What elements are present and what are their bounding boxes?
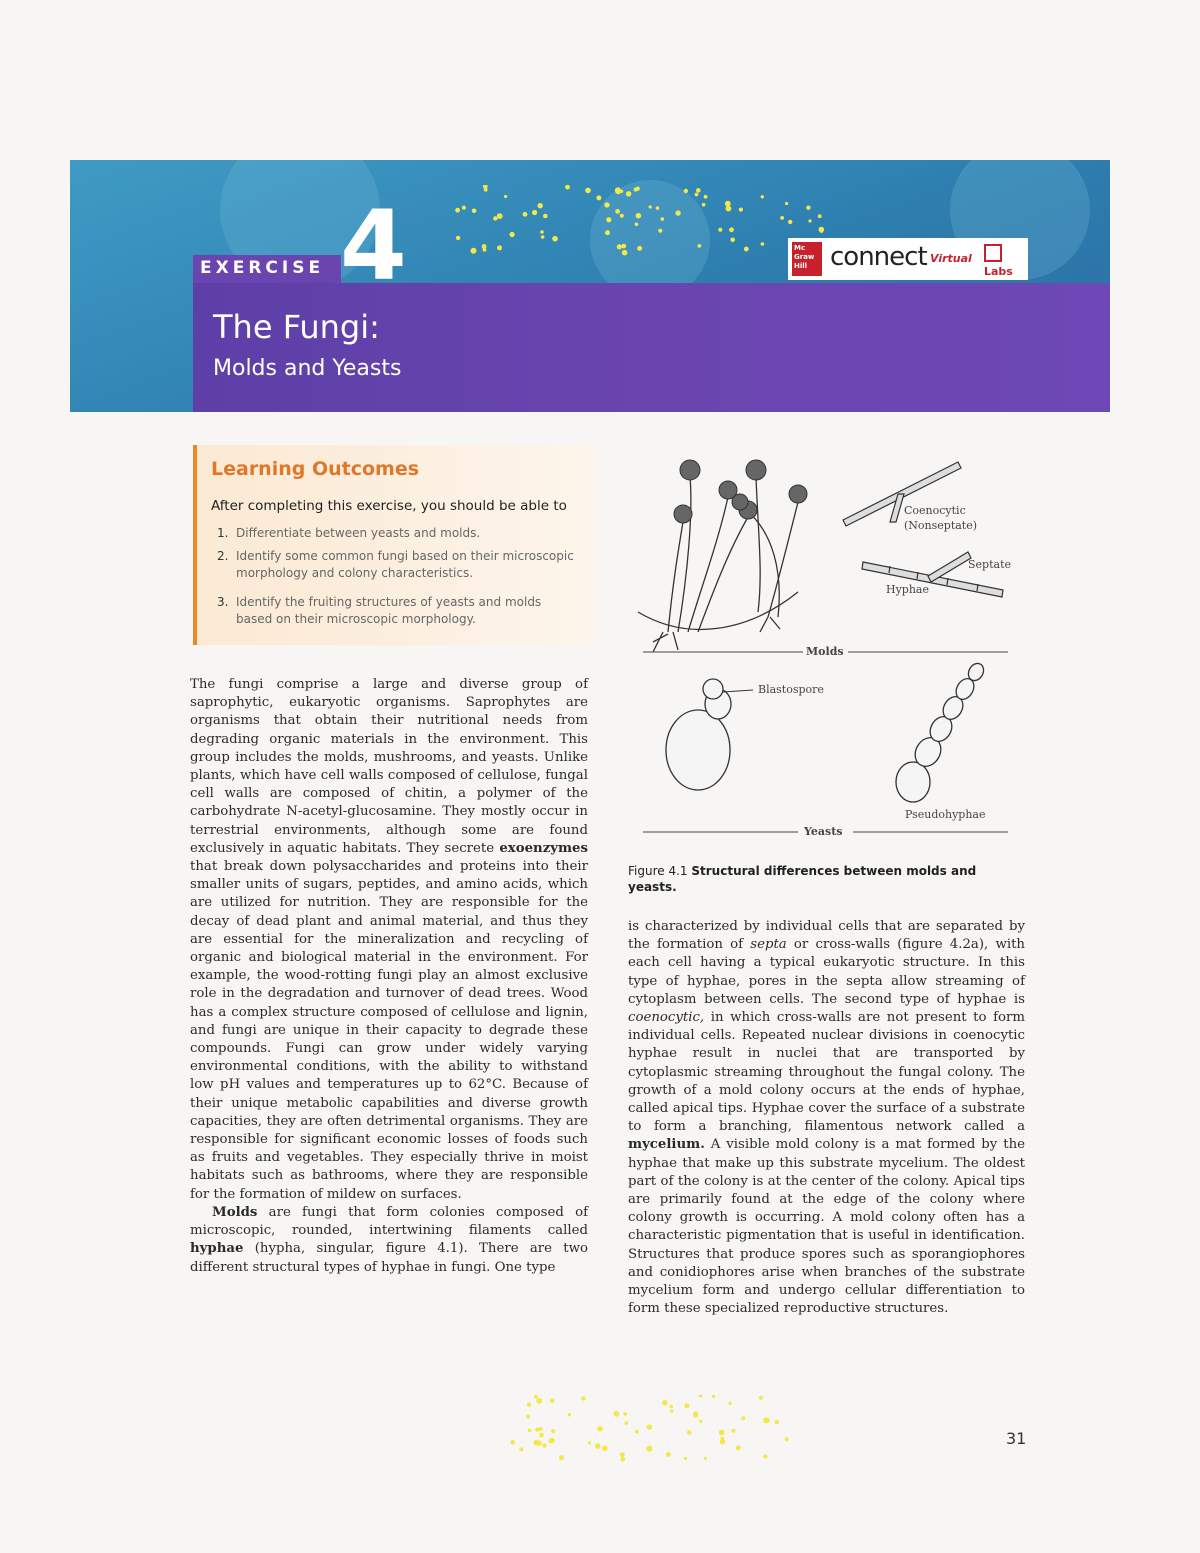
decorative-dot: [693, 1412, 698, 1417]
decorative-dot: [725, 201, 731, 207]
label-molds: Molds: [806, 645, 844, 658]
decorative-dot: [596, 195, 601, 200]
decorative-dot: [543, 214, 548, 219]
septate-hypha-branch: [928, 552, 971, 582]
decorative-dot: [523, 212, 528, 217]
outcome-number: 1.: [217, 526, 229, 540]
decorative-dot: [620, 1452, 625, 1457]
decorative-dot: [818, 214, 822, 218]
decorative-dot: [510, 232, 515, 237]
decorative-dot: [759, 1396, 763, 1400]
sporangiophore-stalk: [746, 510, 779, 617]
rhizoid: [653, 632, 678, 652]
decorative-dot: [684, 1403, 689, 1408]
decorative-dot: [605, 230, 610, 235]
decorative-dot: [602, 1445, 608, 1451]
sporangiophore-stalk: [768, 502, 798, 617]
decorative-dot: [741, 1416, 745, 1420]
decorative-dot: [532, 210, 537, 215]
decorative-dots: [510, 1395, 810, 1465]
outcome-text: Identify some common fungi based on their microscopic morphology and colony characteristics.: [236, 549, 574, 580]
decorative-dot: [704, 1457, 707, 1460]
decorative-dot: [634, 187, 638, 191]
decorative-dot: [534, 1440, 539, 1445]
blastospore-leader: [723, 690, 753, 692]
decorative-dot: [763, 1454, 767, 1458]
decorative-dot: [666, 1452, 671, 1457]
figure-caption-number: Figure 4.1: [628, 864, 688, 878]
decorative-dot: [736, 1445, 741, 1450]
decorative-dot: [662, 1400, 668, 1406]
decorative-dot: [615, 209, 620, 214]
figure-caption-text: Structural differences between molds and yeasts.: [628, 864, 977, 894]
sporangium: [746, 460, 766, 480]
label-hyphae: Hyphae: [886, 583, 930, 596]
decorative-dot: [617, 244, 622, 249]
key-term: hyphae: [190, 1241, 244, 1257]
decorative-dot: [552, 236, 558, 242]
decorative-dot: [730, 238, 735, 243]
title-band: [193, 283, 1110, 412]
decorative-dot: [785, 202, 788, 205]
decorative-dot: [626, 191, 631, 196]
decorative-dot: [519, 1447, 523, 1451]
paragraph-text: A visible mold colony is a mat formed by the hyphae that make up this substrate mycelium. The oldest part of the colony is at the center of the colony. Apical tips are primarily found at the edge of the colony where colony growth is occurring. A mold colony often has a characteristic pigmentation that is useful in identification. Structures that produce spores such as sporangiophores and conidiophores arise when branches of the substrate mycelium form and undergo cellular differentiation to form these specialized reproductive structures.: [628, 1137, 1025, 1317]
decorative-dot: [504, 195, 507, 198]
blastospore-bud: [703, 679, 723, 699]
decorative-dot: [788, 220, 792, 224]
label-blastospore: Blastospore: [758, 683, 824, 696]
decorative-dot: [597, 1426, 603, 1432]
decorative-dot: [471, 248, 477, 254]
decorative-dot: [528, 1429, 532, 1433]
decorative-dot: [820, 229, 824, 233]
decorative-dot: [808, 219, 811, 222]
decorative-dot: [646, 1446, 652, 1452]
decorative-dot: [635, 1430, 639, 1434]
decorative-dot: [704, 195, 708, 199]
decorative-dot: [624, 1421, 628, 1425]
decorative-dot: [455, 208, 460, 213]
decorative-dot: [656, 206, 660, 210]
decorative-dot: [720, 1439, 726, 1445]
decorative-dot: [806, 206, 810, 210]
body-column-right: [628, 918, 1025, 1318]
outcome-number: 3.: [217, 595, 229, 609]
paragraph-text: is characterized by individual cells that are separated by the formation of: [628, 919, 1025, 953]
decorative-dot: [695, 193, 699, 197]
decorative-dot: [510, 1440, 515, 1445]
decorative-dot: [718, 228, 722, 232]
decorative-dot: [549, 1440, 552, 1443]
decorative-dot: [785, 1437, 789, 1441]
decorative-dot: [595, 1443, 601, 1449]
decorative-dot: [697, 244, 701, 248]
decorative-dot: [684, 1457, 687, 1460]
learning-outcomes-intro: After completing this exercise, you should be able to: [211, 498, 567, 514]
sporangiophore-stalk: [678, 477, 691, 632]
decorative-dot: [542, 1443, 546, 1447]
decorative-dot: [497, 213, 503, 219]
decorative-dot: [497, 245, 502, 250]
virtual-wordmark: Virtual: [930, 252, 972, 265]
sporangium: [732, 494, 748, 510]
label-nonseptate: (Nonseptate): [904, 519, 978, 532]
pseudohyphae-cell: [896, 762, 930, 802]
decorative-dot: [775, 1420, 780, 1425]
decorative-dot: [635, 223, 639, 227]
decorative-dot: [780, 216, 784, 220]
decorative-dot: [620, 1457, 625, 1462]
decorative-dot: [649, 205, 652, 208]
connect-wordmark: connect: [830, 242, 927, 272]
decorative-dot: [539, 1427, 543, 1431]
decorative-dot: [472, 209, 477, 214]
decorative-dot: [719, 1430, 725, 1436]
paragraph: [190, 1204, 588, 1277]
decorative-dot: [761, 195, 764, 198]
decorative-dot: [538, 203, 543, 208]
outcome-text: Differentiate between yeasts and molds.: [236, 526, 481, 540]
decorative-dot: [702, 203, 706, 207]
decorative-dot: [539, 1433, 544, 1438]
decorative-dot: [614, 1411, 620, 1417]
flask-icon: [984, 244, 1002, 262]
decorative-dot: [684, 189, 688, 193]
decorative-dot: [670, 1405, 673, 1408]
paragraph: [628, 918, 1025, 1318]
decorative-dot: [712, 1395, 716, 1398]
learning-outcomes-heading: Learning Outcomes: [211, 458, 420, 480]
decorative-dot: [763, 1417, 769, 1423]
decorative-dot: [456, 236, 460, 240]
decorative-dot: [606, 217, 611, 222]
decorative-dot: [731, 1429, 735, 1433]
paragraph-text: that break down polysaccharides and proteins into their smaller units of sugars, peptides, and amino acids, which are utilized for nutrition. They are responsible for the decay of dead plant and animal material, and thus they are essential for the mineralization and recycling of organic and biological material in the environment. For example, the wood-rotting fungi play an almost exclusive role in the degradation and turnover of dead trees. Wood has a complex structure composed of cellulose and lignin, and fungi are unique in their capacity to degrade these compounds. Fungi can grow under widely varying environmental conditions, with the ability to withstand low pH values and temperatures up to 62°C. Because of their unique metabolic capabilities and diverse growth capacities, they are often detrimental organisms. They are responsible for significant economic losses of foods such as fruits and vegetables. They especially thrive in moist habitats such as bathrooms, where they are responsible for the formation of mildew on surfaces.: [190, 859, 588, 1202]
decorative-dot: [604, 202, 609, 207]
label-yeasts: Yeasts: [804, 825, 843, 838]
sporangiophore-stalk: [756, 477, 760, 612]
paragraph-text: (hypha, singular, figure 4.1). There are two different structural types of hyphae in fungi. One type: [190, 1241, 588, 1275]
paragraph: [190, 676, 588, 1204]
outcome-text: Identify the fruiting structures of yeasts and molds based on their microscopic morphology.: [236, 595, 542, 626]
decorative-dot: [696, 188, 701, 193]
decorative-dot: [623, 1412, 627, 1416]
decorative-dot: [622, 250, 628, 256]
mcgraw-hill-logo: Mc Graw Hill: [792, 242, 822, 276]
sporangiophore-stalk: [688, 497, 728, 632]
decorative-dot: [462, 206, 466, 210]
decorative-dot: [744, 247, 749, 252]
decorative-dot: [728, 1402, 731, 1405]
outcome-number: 2.: [217, 549, 229, 563]
decorative-dots: [455, 185, 835, 265]
decorative-dot: [661, 217, 665, 221]
decorative-dot: [536, 1398, 542, 1404]
decorative-dot: [568, 1413, 571, 1416]
key-term: coenocytic,: [628, 1010, 705, 1026]
decorative-dot: [559, 1455, 564, 1460]
sporangium: [680, 460, 700, 480]
decorative-dot: [535, 1428, 539, 1432]
decorative-dot: [550, 1399, 555, 1404]
learning-outcomes-box: [193, 445, 599, 645]
key-term: mycelium.: [628, 1137, 705, 1153]
decorative-dot: [526, 1415, 530, 1419]
decorative-dot: [534, 1395, 538, 1399]
decorative-dot: [615, 187, 621, 193]
figure-molds-yeasts: [628, 452, 1028, 847]
decorative-dot: [699, 1420, 702, 1423]
decorative-dot: [647, 1424, 652, 1429]
key-term: exoenzymes: [499, 840, 588, 856]
page-number: 31: [1006, 1429, 1027, 1448]
decorative-dot: [493, 216, 497, 220]
decorative-dot: [527, 1403, 531, 1407]
decorative-dot: [620, 214, 624, 218]
chapter-title: The Fungi:: [213, 308, 380, 346]
label-pseudohyphae: Pseudohyphae: [905, 808, 986, 821]
decorative-dot: [675, 210, 680, 215]
paragraph-text: The fungi comprise a large and diverse group of saprophytic, eukaryotic organisms. Saprophytes are organisms that obtain their nutritional needs from degrading organic materials in the environment. This group includes the molds, mushrooms, and yeasts. Unlike plants, which have cell walls composed of cellulose, fungal cell walls are composed of chitin, a polymer of the carbohydrate N-acetyl-glucosamine. They mostly occur in terrestrial environments, although some are found exclusively in aquatic habitats. They secrete: [190, 677, 588, 856]
decorative-dot: [540, 230, 544, 234]
paragraph-text: are fungi that form colonies composed of microscopic, rounded, intertwining filaments called: [190, 1204, 588, 1239]
exercise-number: 4: [340, 190, 407, 302]
decorative-dot: [484, 188, 488, 192]
decorative-dot: [581, 1396, 585, 1400]
connect-virtual-labs-logo[interactable]: [788, 238, 1028, 280]
sporangium: [674, 505, 692, 523]
decorative-dot: [761, 242, 765, 246]
labs-wordmark: Labs: [984, 265, 1013, 278]
sporangium: [789, 485, 807, 503]
decorative-dot: [565, 185, 570, 190]
figure-caption: [628, 863, 1018, 895]
decorative-dot: [687, 1430, 692, 1435]
decorative-dot: [637, 246, 642, 251]
chapter-subtitle: Molds and Yeasts: [213, 356, 402, 381]
paragraph-text: or cross-walls (figure 4.2a), with each cell having a typical eukaryotic structure. In this type of hyphae, pores in the septa allow streaming of cytoplasm between cells. The second type of hyphae is: [628, 937, 1025, 1007]
yeast-cell: [666, 710, 730, 790]
decorative-dot: [636, 213, 642, 219]
paragraph-text: in which cross-walls are not present to form individual cells. Repeated nuclear divisions in coenocytic hyphae result in nuclei that are transported by cytoplasmic streaming throughout the fungal colony. The growth of a mold colony occurs at the ends of hyphae, called apical tips. Hyphae cover the surface of a substrate to form a branching, filamentous network called a: [628, 1010, 1025, 1135]
rhizoid: [760, 617, 780, 632]
decorative-dot: [551, 1429, 555, 1433]
decorative-dot: [670, 1410, 673, 1413]
decorative-dot: [541, 235, 545, 239]
exercise-label: EXERCISE: [200, 258, 325, 278]
decorative-dot: [585, 188, 591, 194]
decorative-dot: [729, 227, 734, 232]
decorative-dot: [483, 248, 487, 252]
key-term: septa: [750, 937, 787, 953]
decorative-dot: [658, 229, 662, 233]
chapter-banner: [70, 160, 1110, 412]
decorative-dot: [588, 1441, 591, 1444]
decorative-dot: [726, 206, 732, 212]
decorative-dot: [699, 1395, 703, 1398]
label-septate: Septate: [968, 558, 1011, 571]
label-coenocytic: Coenocytic: [904, 504, 966, 517]
decorative-dot: [621, 244, 626, 249]
decorative-dot: [739, 208, 743, 212]
body-column-left: [190, 676, 588, 1277]
key-term: Molds: [212, 1204, 258, 1220]
